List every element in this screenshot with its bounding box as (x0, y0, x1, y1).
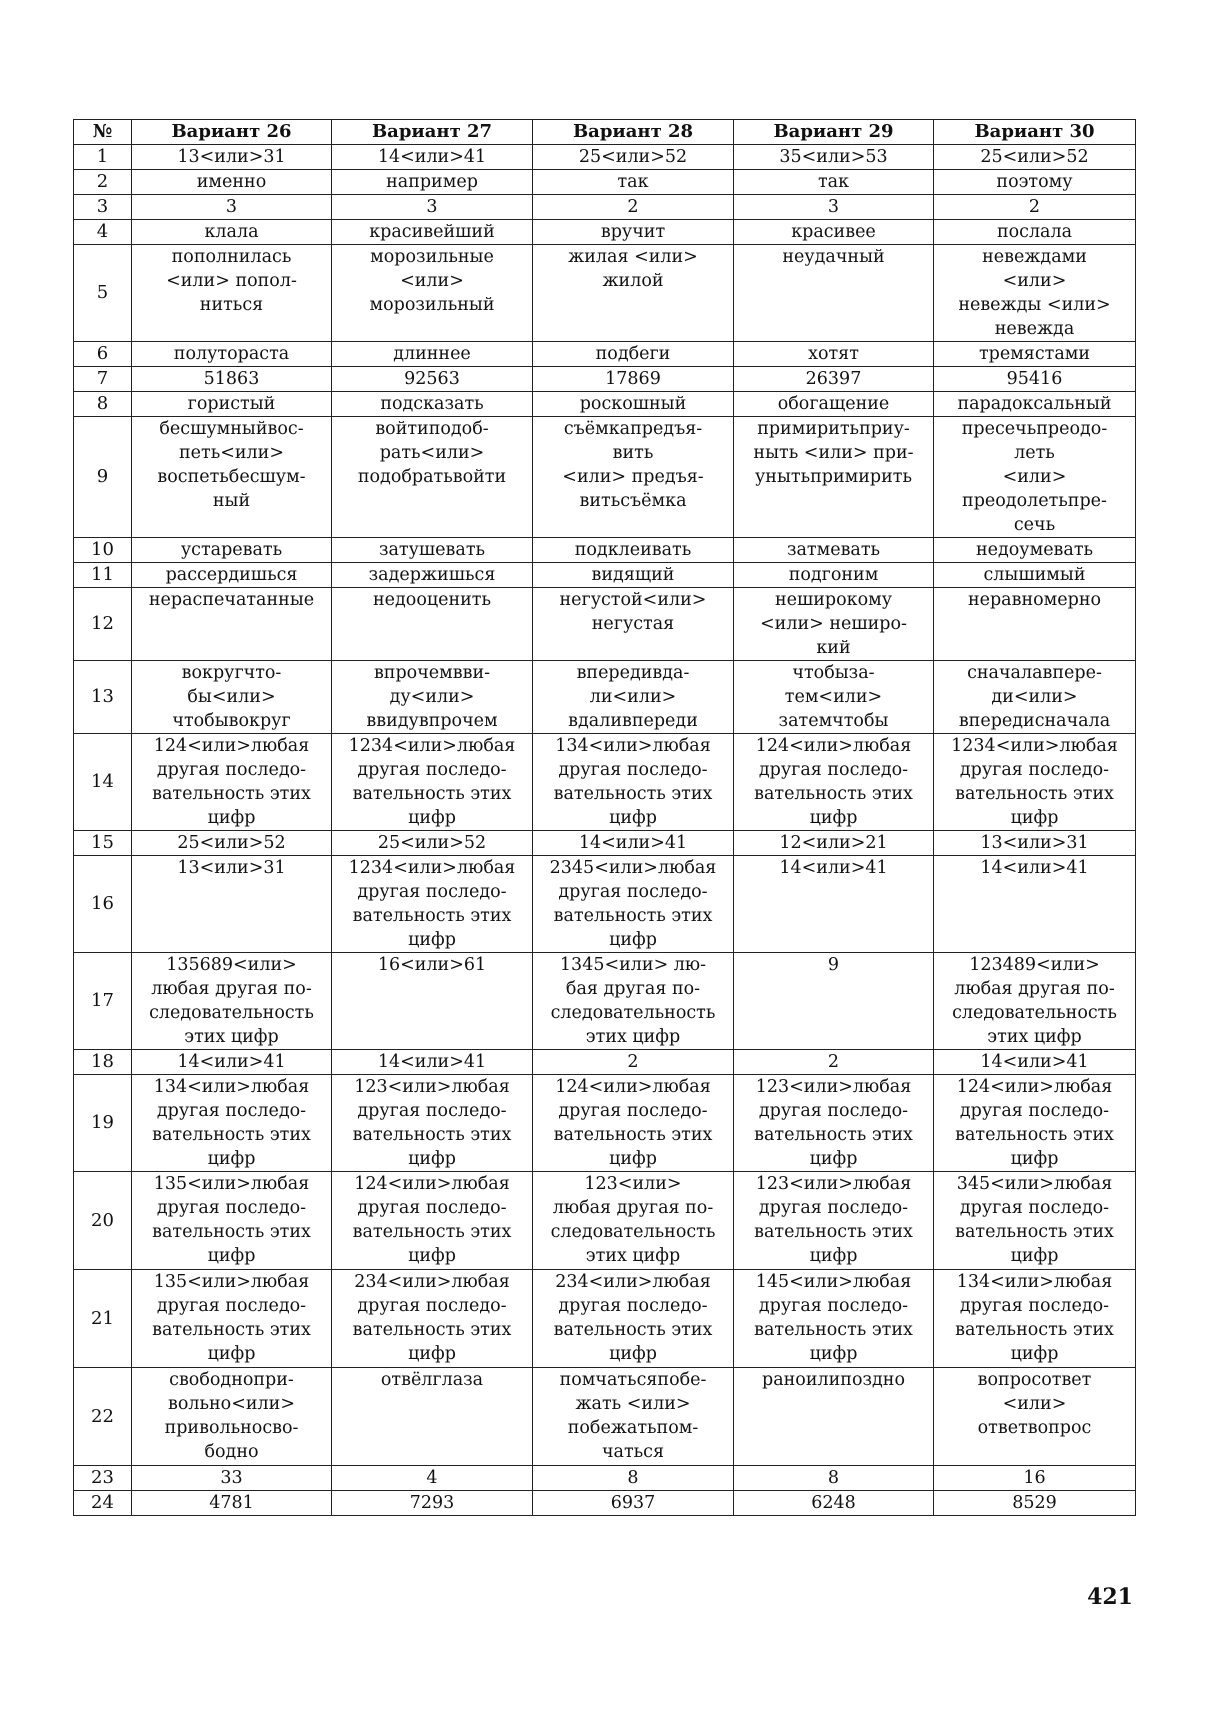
answer-cell-variant-27: красивейший (332, 220, 533, 245)
table-row (74, 1491, 1136, 1516)
answer-cell-variant-30: парадоксальный (934, 392, 1136, 417)
answer-cell-variant-26: 124<или>любая другая последо- вательность этих цифр (132, 734, 332, 831)
answer-cell-variant-29: чтобыза- тем<или> затемчтобы (734, 661, 934, 734)
answer-cell-variant-28: съёмкапредъя- вить <или> предъя- витьсъёмка (533, 417, 734, 538)
answer-cell-variant-27: 3 (332, 195, 533, 220)
answer-cell-variant-27: 1234<или>любая другая последо- вательность этих цифр (332, 856, 533, 953)
answer-cell-variant-30: 123489<или> любая другая по- следовательность этих цифр (934, 953, 1136, 1050)
answer-cell-variant-28: 8 (533, 1466, 734, 1491)
table-row (74, 856, 1136, 953)
answer-cell-variant-28: вручит (533, 220, 734, 245)
answer-cell-variant-30: неравномерно (934, 588, 1136, 661)
answer-cell-variant-30: 134<или>любая другая последо- вательность этих цифр (934, 1270, 1136, 1368)
table-row (74, 145, 1136, 170)
answer-cell-variant-29: хотят (734, 342, 934, 367)
answer-cell-variant-29: так (734, 170, 934, 195)
answer-cell-variant-29: затмевать (734, 538, 934, 563)
answer-cell-variant-27: 234<или>любая другая последо- вательность этих цифр (332, 1270, 533, 1368)
answer-cell-variant-28: негустой<или> негустая (533, 588, 734, 661)
table-row (74, 367, 1136, 392)
table-row (74, 392, 1136, 417)
answer-cell-variant-26: пополнилась <или> попол- ниться (132, 245, 332, 342)
row-number: 3 (74, 195, 132, 220)
answer-cell-variant-27: 14<или>41 (332, 145, 533, 170)
answer-cell-variant-29: 35<или>53 (734, 145, 934, 170)
answer-cell-variant-29: неширокому <или> неширо- кий (734, 588, 934, 661)
answer-cell-variant-27: подсказать (332, 392, 533, 417)
answer-cell-variant-30: поэтому (934, 170, 1136, 195)
answer-cell-variant-30: 16 (934, 1466, 1136, 1491)
answer-cell-variant-30: пресечьпреодо- леть <или> преодолетьпре- сечь (934, 417, 1136, 538)
answer-cell-variant-26: рассердишься (132, 563, 332, 588)
answer-cell-variant-28: 14<или>41 (533, 831, 734, 856)
answers-table (73, 119, 1136, 1516)
answer-cell-variant-29: 6248 (734, 1491, 934, 1516)
table-row (74, 342, 1136, 367)
row-number: 1 (74, 145, 132, 170)
answer-cell-variant-29: 123<или>любая другая последо- вательность этих цифр (734, 1172, 934, 1270)
answer-cell-variant-30: тремястами (934, 342, 1136, 367)
answer-cell-variant-27: 25<или>52 (332, 831, 533, 856)
answer-cell-variant-30: 8529 (934, 1491, 1136, 1516)
answer-cell-variant-27: 16<или>61 (332, 953, 533, 1050)
row-number: 16 (74, 856, 132, 953)
answer-cell-variant-26: 51863 (132, 367, 332, 392)
row-number: 17 (74, 953, 132, 1050)
table-row (74, 1050, 1136, 1075)
header-variant-29: Вариант 29 (734, 120, 934, 145)
answer-cell-variant-26: 13<или>31 (132, 145, 332, 170)
answer-cell-variant-28: впередивда- ли<или> вдаливпереди (533, 661, 734, 734)
answer-cell-variant-30: 1234<или>любая другая последо- вательность этих цифр (934, 734, 1136, 831)
header-row (74, 120, 1136, 145)
answer-cell-variant-26: 14<или>41 (132, 1050, 332, 1075)
answer-cell-variant-29: неудачный (734, 245, 934, 342)
answer-cell-variant-26: 135<или>любая другая последо- вательность этих цифр (132, 1172, 332, 1270)
row-number: 2 (74, 170, 132, 195)
answer-cell-variant-29: 12<или>21 (734, 831, 934, 856)
answer-cell-variant-27: 14<или>41 (332, 1050, 533, 1075)
row-number: 7 (74, 367, 132, 392)
answer-cell-variant-28: 234<или>любая другая последо- вательность этих цифр (533, 1270, 734, 1368)
answer-cell-variant-29: раноилипоздно (734, 1368, 934, 1466)
answer-cell-variant-27: 4 (332, 1466, 533, 1491)
answer-cell-variant-27: 123<или>любая другая последо- вательность этих цифр (332, 1075, 533, 1172)
row-number: 12 (74, 588, 132, 661)
table-row (74, 953, 1136, 1050)
answer-cell-variant-27: морозильные <или> морозильный (332, 245, 533, 342)
answer-cell-variant-27: длиннее (332, 342, 533, 367)
answer-cell-variant-28: 124<или>любая другая последо- вательность этих цифр (533, 1075, 734, 1172)
answer-cell-variant-30: послала (934, 220, 1136, 245)
answer-cell-variant-29: красивее (734, 220, 934, 245)
table-row (74, 417, 1136, 538)
row-number: 13 (74, 661, 132, 734)
answer-cell-variant-30: вопросответ <или> ответвопрос (934, 1368, 1136, 1466)
answer-cell-variant-26: 3 (132, 195, 332, 220)
table-row (74, 563, 1136, 588)
table-row (74, 220, 1136, 245)
answer-cell-variant-28: видящий (533, 563, 734, 588)
table-row (74, 538, 1136, 563)
answer-cell-variant-27: например (332, 170, 533, 195)
answer-cell-variant-26: 25<или>52 (132, 831, 332, 856)
answer-cell-variant-29: 124<или>любая другая последо- вательность этих цифр (734, 734, 934, 831)
table-row (74, 195, 1136, 220)
table-row (74, 245, 1136, 342)
header-variant-26: Вариант 26 (132, 120, 332, 145)
answer-cell-variant-28: 2 (533, 1050, 734, 1075)
answer-cell-variant-28: помчатьсяпобе- жать <или> побежатьпом- чаться (533, 1368, 734, 1466)
row-number: 10 (74, 538, 132, 563)
answer-cell-variant-26: клала (132, 220, 332, 245)
answer-cell-variant-26: 135689<или> любая другая по- следовательность этих цифр (132, 953, 332, 1050)
table-row (74, 1172, 1136, 1270)
answer-cell-variant-29: 3 (734, 195, 934, 220)
row-number: 20 (74, 1172, 132, 1270)
answer-cell-variant-28: так (533, 170, 734, 195)
answer-cell-variant-27: 1234<или>любая другая последо- вательность этих цифр (332, 734, 533, 831)
answer-cell-variant-30: 124<или>любая другая последо- вательность этих цифр (934, 1075, 1136, 1172)
answer-cell-variant-26: свободнопри- вольно<или> привольносво- бодно (132, 1368, 332, 1466)
row-number: 5 (74, 245, 132, 342)
answer-cell-variant-30: 25<или>52 (934, 145, 1136, 170)
answer-cell-variant-29: обогащение (734, 392, 934, 417)
answer-cell-variant-26: вокругчто- бы<или> чтобывокруг (132, 661, 332, 734)
answer-cell-variant-28: 17869 (533, 367, 734, 392)
answer-cell-variant-28: 1345<или> лю- бая другая по- следовательность этих цифр (533, 953, 734, 1050)
answer-cell-variant-30: 13<или>31 (934, 831, 1136, 856)
answer-cell-variant-27: отвёлглаза (332, 1368, 533, 1466)
answer-cell-variant-30: 2 (934, 195, 1136, 220)
answer-cell-variant-26: 13<или>31 (132, 856, 332, 953)
page-number: 421 (1087, 1584, 1133, 1610)
row-number: 21 (74, 1270, 132, 1368)
answer-cell-variant-26: гористый (132, 392, 332, 417)
row-number: 9 (74, 417, 132, 538)
row-number: 23 (74, 1466, 132, 1491)
header-variant-30: Вариант 30 (934, 120, 1136, 145)
answer-cell-variant-28: подбеги (533, 342, 734, 367)
row-number: 4 (74, 220, 132, 245)
answer-cell-variant-30: 14<или>41 (934, 1050, 1136, 1075)
answer-cell-variant-26: 134<или>любая другая последо- вательность этих цифр (132, 1075, 332, 1172)
answer-cell-variant-27: впрочемвви- ду<или> ввидувпрочем (332, 661, 533, 734)
table-body (74, 145, 1136, 1516)
header-number: № (74, 120, 132, 145)
answer-cell-variant-29: примиритьприу- ныть <или> при- унытьпримирить (734, 417, 934, 538)
answer-cell-variant-28: 134<или>любая другая последо- вательность этих цифр (533, 734, 734, 831)
answer-cell-variant-26: устаревать (132, 538, 332, 563)
answer-cell-variant-27: недооценить (332, 588, 533, 661)
answer-cell-variant-29: 14<или>41 (734, 856, 934, 953)
answer-cell-variant-29: 8 (734, 1466, 934, 1491)
answer-cell-variant-28: роскошный (533, 392, 734, 417)
row-number: 24 (74, 1491, 132, 1516)
answer-cell-variant-28: жилая <или> жилой (533, 245, 734, 342)
row-number: 18 (74, 1050, 132, 1075)
answer-cell-variant-26: 33 (132, 1466, 332, 1491)
answer-cell-variant-28: 25<или>52 (533, 145, 734, 170)
table-row (74, 588, 1136, 661)
answer-cell-variant-27: затушевать (332, 538, 533, 563)
row-number: 11 (74, 563, 132, 588)
table-row (74, 831, 1136, 856)
row-number: 14 (74, 734, 132, 831)
answer-cell-variant-27: задержишься (332, 563, 533, 588)
table-row (74, 170, 1136, 195)
row-number: 19 (74, 1075, 132, 1172)
table-row (74, 1368, 1136, 1466)
answer-cell-variant-29: 145<или>любая другая последо- вательность этих цифр (734, 1270, 934, 1368)
answer-cell-variant-28: 2345<или>любая другая последо- вательность этих цифр (533, 856, 734, 953)
table-row (74, 1075, 1136, 1172)
answer-cell-variant-29: 26397 (734, 367, 934, 392)
answer-cell-variant-28: 123<или> любая другая по- следовательность этих цифр (533, 1172, 734, 1270)
row-number: 15 (74, 831, 132, 856)
answer-cell-variant-27: 124<или>любая другая последо- вательность этих цифр (332, 1172, 533, 1270)
answer-cell-variant-29: 123<или>любая другая последо- вательность этих цифр (734, 1075, 934, 1172)
answer-cell-variant-28: 2 (533, 195, 734, 220)
answer-cell-variant-28: подклеивать (533, 538, 734, 563)
answer-cell-variant-26: нераспечатанные (132, 588, 332, 661)
answer-cell-variant-29: 9 (734, 953, 934, 1050)
row-number: 6 (74, 342, 132, 367)
answer-cell-variant-30: невеждами <или> невежды <или> невежда (934, 245, 1136, 342)
answer-cell-variant-29: 2 (734, 1050, 934, 1075)
answer-cell-variant-30: слышимый (934, 563, 1136, 588)
answer-cell-variant-27: войтиподоб- рать<или> подобратьвойти (332, 417, 533, 538)
row-number: 8 (74, 392, 132, 417)
header-variant-27: Вариант 27 (332, 120, 533, 145)
answer-cell-variant-29: подгоним (734, 563, 934, 588)
answer-cell-variant-26: бесшумныйвос- петь<или> воспетьбесшум- ный (132, 417, 332, 538)
header-variant-28: Вариант 28 (533, 120, 734, 145)
table-row (74, 661, 1136, 734)
answer-cell-variant-30: 14<или>41 (934, 856, 1136, 953)
answer-cell-variant-26: именно (132, 170, 332, 195)
answer-cell-variant-30: 95416 (934, 367, 1136, 392)
answer-cell-variant-27: 7293 (332, 1491, 533, 1516)
table-row (74, 734, 1136, 831)
answer-cell-variant-26: 135<или>любая другая последо- вательность этих цифр (132, 1270, 332, 1368)
table-row (74, 1270, 1136, 1368)
answer-cell-variant-26: полутораста (132, 342, 332, 367)
answer-cell-variant-30: сначалавпере- ди<или> впередисначала (934, 661, 1136, 734)
table-row (74, 1466, 1136, 1491)
answer-cell-variant-26: 4781 (132, 1491, 332, 1516)
row-number: 22 (74, 1368, 132, 1466)
answer-cell-variant-27: 92563 (332, 367, 533, 392)
answer-cell-variant-30: недоумевать (934, 538, 1136, 563)
answer-cell-variant-28: 6937 (533, 1491, 734, 1516)
answer-cell-variant-30: 345<или>любая другая последо- вательность этих цифр (934, 1172, 1136, 1270)
